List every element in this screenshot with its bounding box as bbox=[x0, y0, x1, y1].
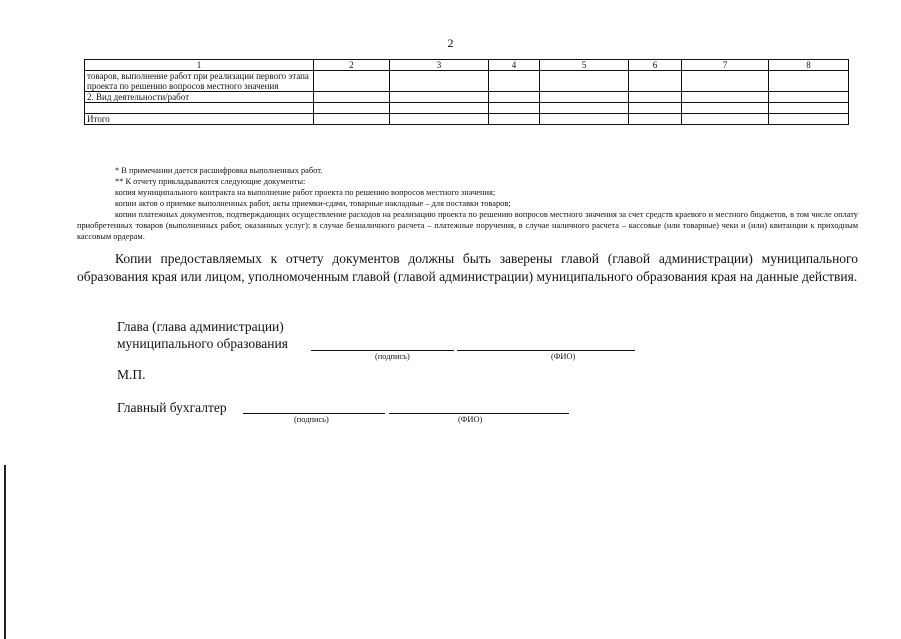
table-row-total bbox=[85, 114, 849, 125]
table-cell bbox=[682, 114, 769, 125]
footnotes bbox=[77, 165, 858, 242]
table-cell bbox=[314, 71, 390, 92]
accountant-signature-caption: (подпись) bbox=[294, 415, 329, 424]
footnote: копии актов о приемке выполненных работ, акты приемки-сдачи, товарные накладные – для поставки товаров; bbox=[115, 199, 511, 208]
table-cell: Итого bbox=[85, 114, 314, 125]
column-header: 2 bbox=[314, 60, 390, 71]
table-cell bbox=[489, 114, 540, 125]
column-header: 8 bbox=[769, 60, 849, 71]
column-header: 6 bbox=[629, 60, 682, 71]
head-name-caption: (ФИО) bbox=[551, 352, 576, 361]
footnote: копии платежных документов, подтверждающих осуществление расходов на реализацию проекта по решению вопросов местного значения за счет средств краевого и местного бюджетов, в том числе оплату приобретенных товаров (выполненных работ, оказанных услуг): в случае безналичного расчета – платежные поручения, в случае наличного расчета – кассовые (или товарные) чеки и (или) квитанции к приходным кассовым ордерам. bbox=[77, 210, 858, 241]
table-header-row bbox=[85, 60, 849, 71]
table-cell bbox=[629, 71, 682, 92]
table-cell: 2. Вид деятельности/работ bbox=[85, 92, 314, 103]
page-number: 2 bbox=[447, 36, 454, 50]
column-header: 3 bbox=[390, 60, 489, 71]
table-cell bbox=[682, 103, 769, 114]
head-title-line2: муниципального образования bbox=[117, 336, 288, 351]
table-cell bbox=[540, 92, 629, 103]
table-cell bbox=[314, 103, 390, 114]
table-cell bbox=[629, 103, 682, 114]
head-signature-caption: (подпись) bbox=[375, 352, 410, 361]
head-name-line bbox=[457, 350, 635, 351]
table-cell bbox=[314, 114, 390, 125]
table-row bbox=[85, 71, 849, 92]
table-cell bbox=[682, 92, 769, 103]
table-cell bbox=[769, 71, 849, 92]
report-table bbox=[84, 59, 849, 125]
table-cell bbox=[540, 103, 629, 114]
column-header: 7 bbox=[682, 60, 769, 71]
table-cell bbox=[540, 71, 629, 92]
table-cell bbox=[390, 103, 489, 114]
accountant-name-line bbox=[389, 413, 569, 414]
accountant-signature-line bbox=[243, 413, 385, 414]
table-cell bbox=[682, 71, 769, 92]
table-cell bbox=[314, 92, 390, 103]
table-cell: товаров, выполнение работ при реализации первого этапа проекта по решению вопросов местного значения bbox=[85, 71, 314, 92]
head-title-line1: Глава (глава администрации) bbox=[117, 319, 284, 334]
column-header: 5 bbox=[540, 60, 629, 71]
table-cell bbox=[390, 114, 489, 125]
accountant-title: Главный бухгалтер bbox=[117, 400, 227, 415]
table-cell bbox=[489, 71, 540, 92]
table-row bbox=[85, 92, 849, 103]
head-signature-line bbox=[311, 350, 454, 351]
table-cell bbox=[390, 71, 489, 92]
table-cell bbox=[629, 92, 682, 103]
table-cell bbox=[390, 92, 489, 103]
stamp-place: М.П. bbox=[117, 367, 146, 382]
footnote: * В примечании дается расшифровка выполненных работ. bbox=[115, 166, 323, 175]
table-cell bbox=[769, 103, 849, 114]
footnote: копия муниципального контракта на выполнение работ проекта по решению вопросов местного значения; bbox=[115, 188, 496, 197]
scan-margin-mark bbox=[4, 465, 6, 639]
footnote: ** К отчету прикладываются следующие документы: bbox=[115, 177, 306, 186]
table-cell bbox=[85, 103, 314, 114]
column-header: 4 bbox=[489, 60, 540, 71]
table-cell bbox=[489, 103, 540, 114]
accountant-name-caption: (ФИО) bbox=[458, 415, 483, 424]
table-row bbox=[85, 103, 849, 114]
table-cell bbox=[769, 114, 849, 125]
certification-paragraph: Копии предоставляемых к отчету документов должны быть заверены главой (главой администрации) муниципального образования края или лицом, уполномоченным главой (главой администрации) муниципального образования края на данные действия. bbox=[77, 251, 858, 284]
table-cell bbox=[489, 92, 540, 103]
table-cell bbox=[540, 114, 629, 125]
table-cell bbox=[629, 114, 682, 125]
table-cell bbox=[769, 92, 849, 103]
column-header: 1 bbox=[85, 60, 314, 71]
